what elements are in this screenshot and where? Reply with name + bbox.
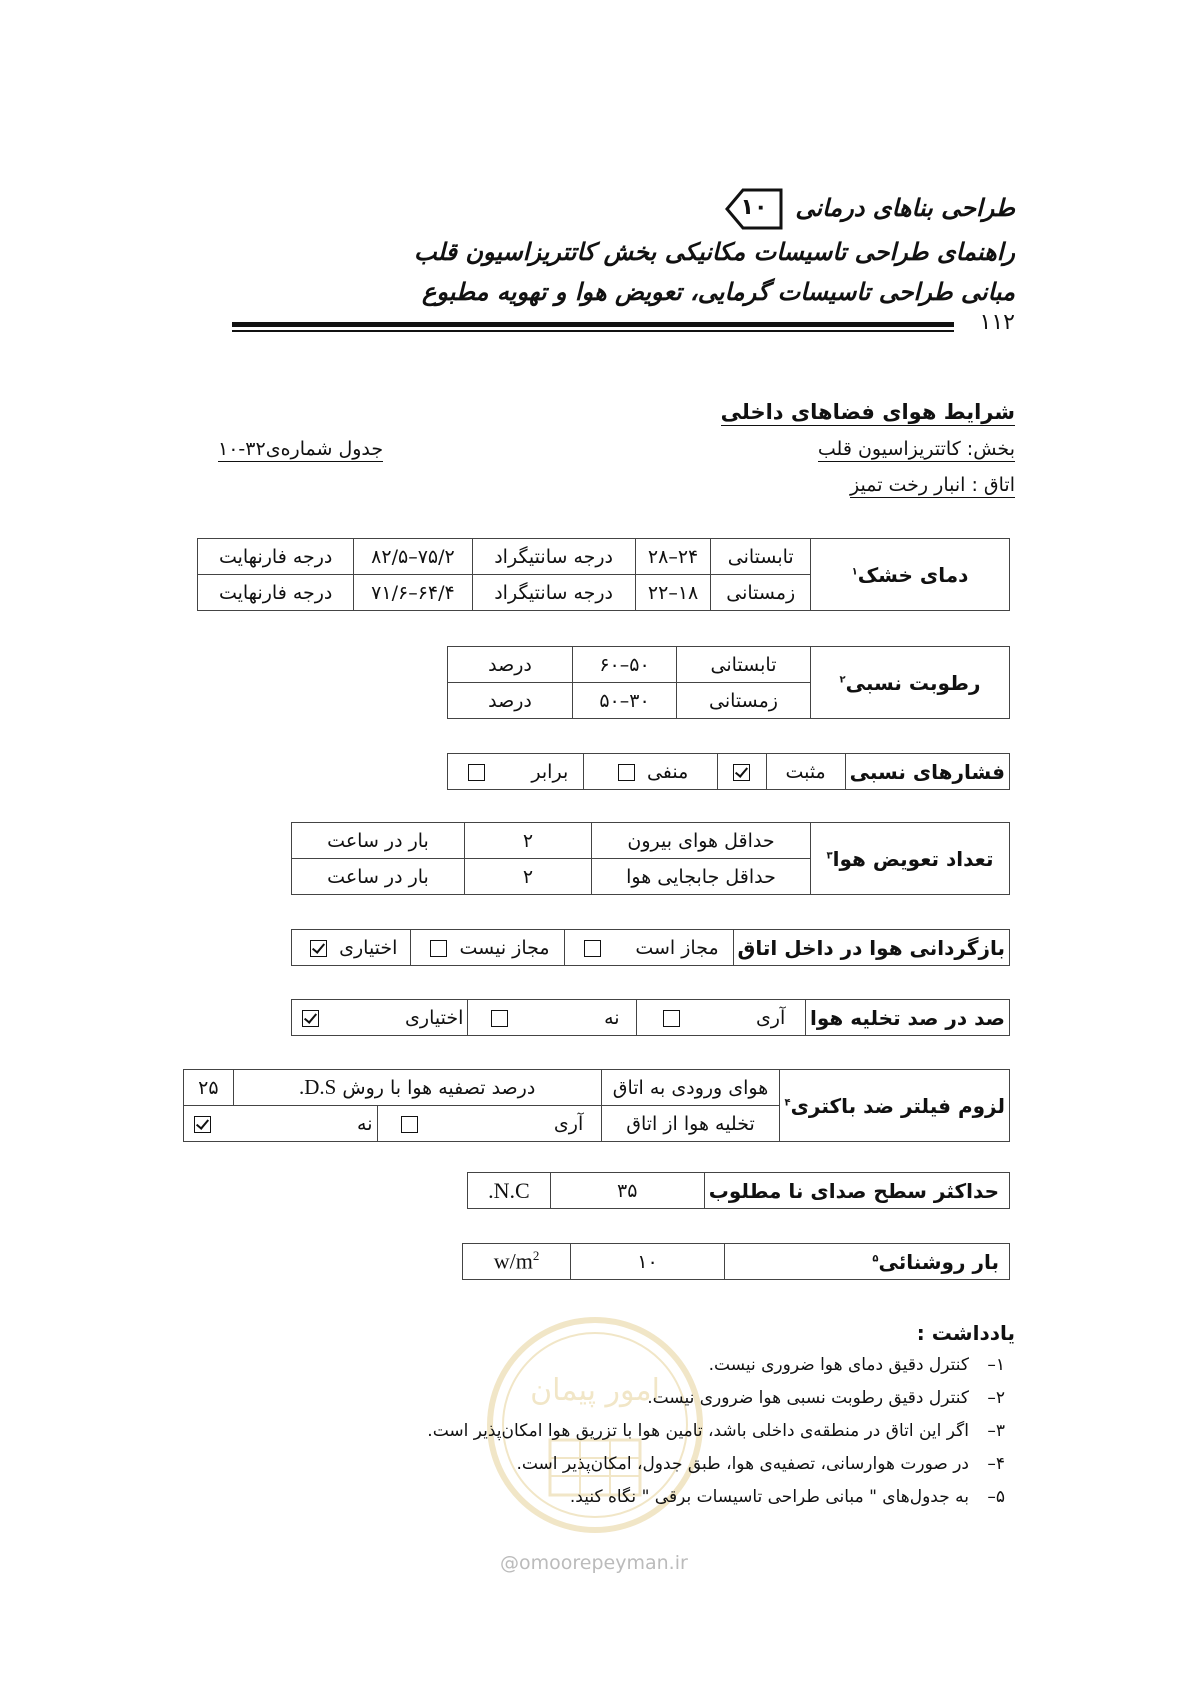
filter-efficiency-value: ۲۵ [184,1070,234,1106]
allowed-checkbox[interactable] [584,940,601,957]
series-title-line [721,188,1015,230]
recirculation-optional: اختیاری [292,930,411,966]
filter-no: نه [184,1106,378,1142]
humidity-unit: درصد [448,683,573,719]
celsius-range: ۲۴–۲۸ [635,539,711,575]
noise-label: حداکثر سطح صدای نا مطلوب [704,1173,1009,1209]
celsius-range: ۱۸–۲۲ [635,575,711,611]
season-cell: زمستانی [711,575,811,611]
room-name: اتاق : انبار رخت تمیز [850,474,1015,496]
equal-checkbox[interactable] [468,764,485,781]
recirculation-allowed: مجاز است [564,930,733,966]
department: بخش: کاتتریزاسیون قلب [817,438,1015,460]
recirculation-not-allowed: مجاز نیست [410,930,564,966]
series-number: ۱۰ [740,195,768,220]
lighting-value: ۱۰ [571,1244,725,1280]
chapter-title: مبانی طراحی تاسیسات گرمایی، تعویض هوا و تهویه مطبوع [422,278,1015,306]
watermark-logo-text: امور پیمان [530,1373,660,1408]
air-change-item: حداقل جابجایی هوا [592,859,811,895]
exhaust-table [291,999,1010,1036]
pressure-option-negative: منفی [583,754,717,790]
filter-efficiency-label: درصد تصفیه هوا با روش D.S. [233,1070,601,1106]
fahrenheit-unit: درجه فارنهایت [198,539,354,575]
pressure-table [447,753,1010,790]
subtitle: راهنمای طراحی تاسیسات مکانیکی بخش کاتتریزاسیون قلب [414,238,1015,266]
note-item: ۲–کنترل دقیق رطوبت نسبی هوا ضروری نیست. [647,1388,1005,1408]
negative-checkbox[interactable] [618,764,635,781]
filter-label: لزوم فیلتر ضد باکتری$^۴$ [780,1070,1010,1142]
exhaust-label: صد در صد تخلیه هوا [805,1000,1009,1036]
air-change-value: ۲ [465,823,592,859]
pressure-option-positive: مثبت [766,754,845,790]
air-change-item: حداقل هوای بیرون [592,823,811,859]
season-cell: تابستانی [677,647,811,683]
lighting-table [462,1243,1010,1280]
air-change-unit: بار در ساعت [292,859,465,895]
recirculation-table [291,929,1010,966]
note-item: ۴–در صورت هوارسانی، تصفیه‌ی هوا، طبق جدول، امکان‌پذیر است. [516,1454,1005,1474]
page-number: ۱۱۲ [979,310,1015,335]
yes-checkbox[interactable] [663,1010,680,1027]
season-cell: زمستانی [677,683,811,719]
humidity-unit: درصد [448,647,573,683]
air-change-unit: بار در ساعت [292,823,465,859]
exhaust-yes: آری [637,1000,806,1036]
positive-checkbox[interactable] [733,764,750,781]
header-rule-thin [232,330,954,332]
air-changes-table [291,822,1010,895]
watermark-site: @omoorepeyman.ir [500,1552,688,1574]
table-number: جدول شماره‌ی۳۲-۱۰ [218,438,384,460]
header-rule-thick [232,322,954,327]
section-title: شرایط هوای فضاهای داخلی [720,400,1015,424]
humidity-range: ۵۰–۶۰ [573,647,677,683]
fahrenheit-range: ۶۴/۴–۷۱/۶ [354,575,472,611]
noise-value: ۳۵ [550,1173,704,1209]
not-allowed-checkbox[interactable] [430,940,447,957]
fahrenheit-range: ۷۵/۲–۸۲/۵ [354,539,472,575]
dry-temperature-label: دمای خشک$^۱$ [811,539,1010,611]
celsius-unit: درجه سانتیگراد [472,539,635,575]
celsius-unit: درجه سانتیگراد [472,575,635,611]
fahrenheit-unit: درجه فارنهایت [198,575,354,611]
humidity-label: رطوبت نسبی$^۲$ [811,647,1010,719]
filter-no-checkbox[interactable] [194,1116,211,1133]
exhaust-no: نه [468,1000,637,1036]
season-cell: تابستانی [711,539,811,575]
pressure-label: فشارهای نسبی [845,754,1009,790]
filter-supply-label: هوای ورودی به اتاق [601,1070,780,1106]
noise-table [467,1172,1010,1209]
no-checkbox[interactable] [491,1010,508,1027]
humidity-range: ۳۰–۵۰ [573,683,677,719]
notes-title: یادداشت : [916,1321,1015,1345]
note-item: ۳–اگر این اتاق در منطقه‌ی داخلی باشد، تامین هوا با تزریق هوا امکان‌پذیر است. [427,1421,1005,1441]
recirculation-label: بازگردانی هوا در داخل اتاق [733,930,1010,966]
exhaust-optional: اختیاری [292,1000,468,1036]
air-changes-label: تعداد تعویض هوا$^۳$ [811,823,1010,895]
note-item: ۵–به جدول‌های " مبانی طراحی تاسیسات برقی " نگاه کنید. [569,1487,1005,1507]
filter-method: D.S. [298,1075,337,1099]
pressure-positive-cell [717,754,766,790]
lighting-unit: $w/m^2$ [463,1244,571,1280]
optional-checkbox[interactable] [310,940,327,957]
humidity-table [447,646,1010,719]
air-change-value: ۲ [465,859,592,895]
lighting-label: بار روشنائی$^۵$ [725,1244,1010,1280]
note-item: ۱–کنترل دقیق دمای هوا ضروری نیست. [708,1355,1005,1375]
filter-yes: آری [377,1106,601,1142]
optional-checkbox[interactable] [302,1010,319,1027]
series-number-badge [725,188,783,230]
dry-temperature-table [197,538,1010,611]
filter-yes-checkbox[interactable] [401,1116,418,1133]
filter-table [183,1069,1010,1142]
filter-exhaust-label: تخلیه هوا از اتاق [601,1106,780,1142]
series-title: طراحی بناهای درمانی [795,194,1015,222]
noise-unit: N.C. [468,1173,551,1209]
pressure-option-equal: برابر [448,754,584,790]
